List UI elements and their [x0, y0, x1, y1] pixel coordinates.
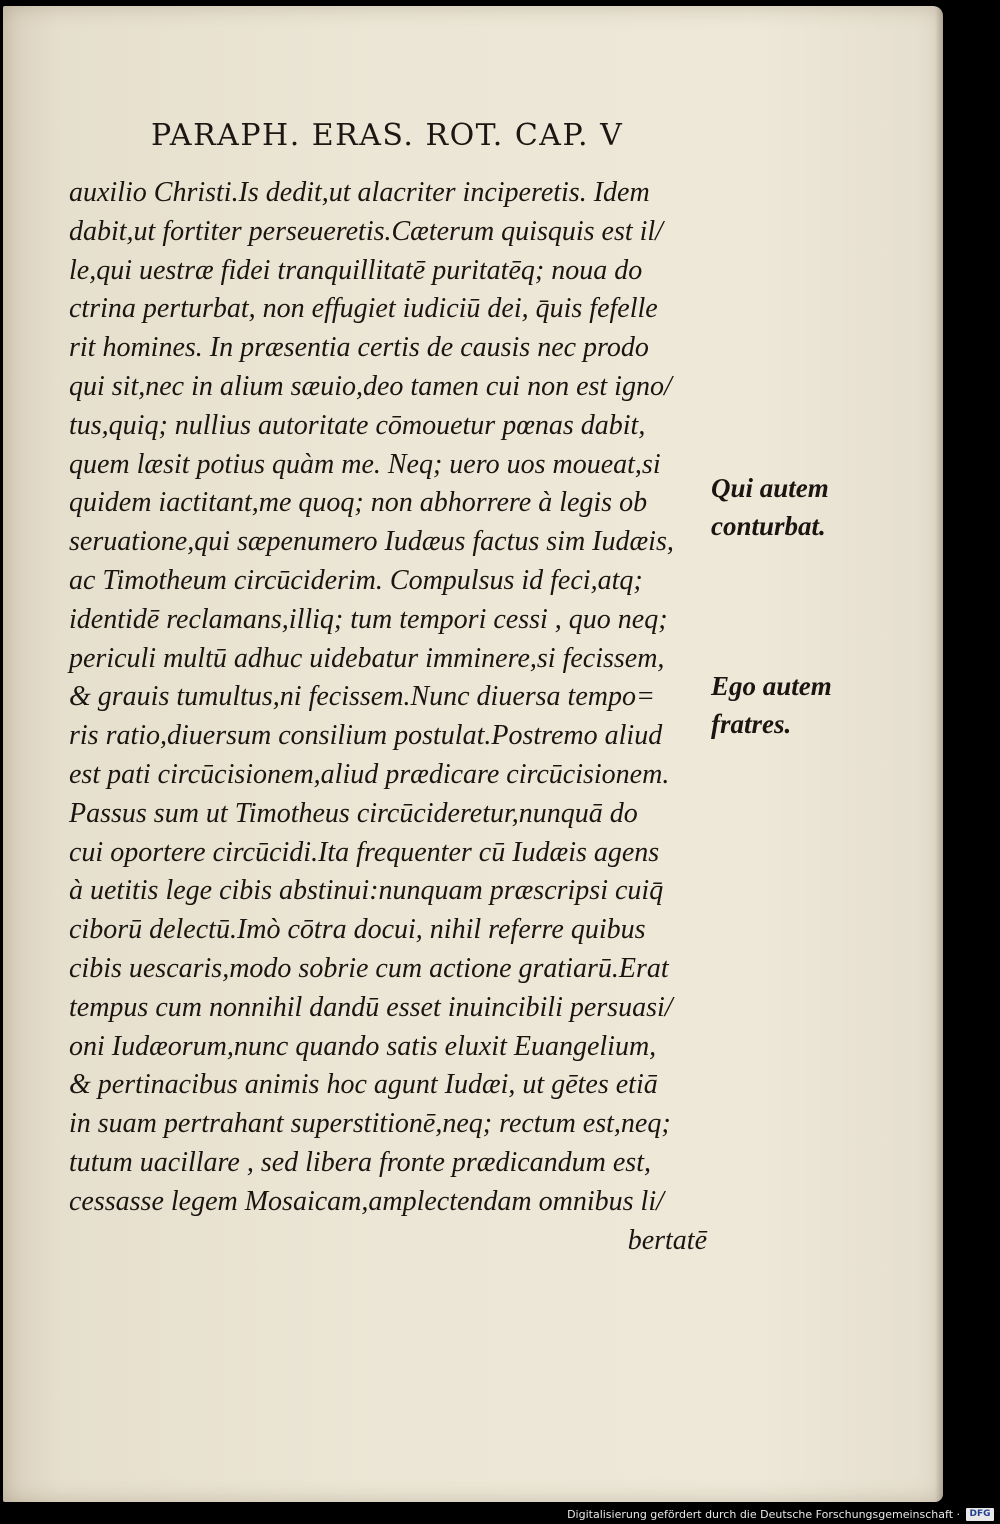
body-text: [69, 174, 709, 1260]
text-line-17: Passus sum ut Timotheus circūcideretur,nunquā do: [69, 797, 638, 829]
text-line-4: ctrina perturbat, non effugiet iudiciū dei, q̄uis fefelle: [69, 293, 658, 325]
marginal-note-1-line-2: conturbat.: [711, 511, 826, 541]
text-line-2: dabit,ut fortiter perseueretis.Cæterum quisquis est il/: [69, 215, 663, 247]
funding-credit: [567, 1508, 960, 1521]
text-line-5: rit homines. In præsentia certis de causis nec prodo: [69, 332, 649, 364]
text-line-27: cessasse legem Mosaicam,amplectendam omnibus li/: [69, 1185, 664, 1217]
text-line-14: & grauis tumultus,ni fecissem.Nunc diuersa tempo=: [69, 681, 655, 713]
text-line-26: tutum uacillare , sed libera fronte prædicandum est,: [69, 1146, 651, 1178]
marginal-note-2-line-1: Ego autem: [711, 671, 832, 701]
text-line-16: est pati circūcisionem,aliud prædicare circūcisionem.: [69, 758, 670, 790]
running-header: PARAPH. ERAS. ROT. CAP. V: [151, 118, 624, 153]
text-line-23: oni Iudæorum,nunc quando satis eluxit Euangelium,: [69, 1030, 657, 1062]
catchword: bertatē: [627, 1224, 707, 1256]
text-line-1: auxilio Christi.Is dedit,ut alacriter inciperetis. Idem: [69, 177, 650, 208]
book-page: [3, 6, 943, 1502]
marginal-note-1-line-1: Qui autem: [711, 473, 829, 503]
text-line-9: quidem iactitant,me quoq; non abhorrere à legis ob: [69, 487, 648, 519]
text-line-20: ciborū delectū.Imò cōtra docui, nihil referre quibus: [69, 914, 646, 946]
text-line-19: à uetitis lege cibis abstinui:nunquam præscripsi cuiq̄: [69, 875, 664, 907]
text-line-21: cibis uescaris,modo sobrie cum actione gratiarū.Erat: [69, 952, 669, 984]
text-line-3: le,qui uestræ fidei tranquillitatē puritatēq; noua do: [69, 254, 643, 286]
text-line-25: in suam pertrahant superstitionē,neq; rectum est,neq;: [69, 1108, 671, 1140]
text-line-10: seruatione,qui sæpenumero Iudæus factus sim Iudæis,: [69, 526, 674, 558]
funding-credit-text: Digitalisierung gefördert durch die Deutsche Forschungsgemeinschaft ·: [567, 1508, 960, 1521]
text-line-13: periculi multū adhuc uidebatur imminere,si fecissem,: [69, 642, 665, 674]
text-line-22: tempus cum nonnihil dandū esset inuincibili persuasi/: [69, 991, 673, 1023]
marginal-note-1: [711, 469, 829, 545]
marginal-note-2-line-2: fratres.: [711, 709, 792, 739]
text-line-11: ac Timotheum circūciderim. Compulsus id feci,atq;: [69, 564, 643, 596]
dfg-logo-icon: DFG: [966, 1508, 994, 1521]
text-line-24: & pertinacibus animis hoc agunt Iudæi, ut gētes etiā: [69, 1069, 658, 1101]
text-line-18: cui oportere circūcidi.Ita frequenter cū Iudæis agens: [69, 836, 660, 868]
marginal-note-2: [711, 667, 832, 743]
text-line-8: quem læsit potius quàm me. Neq; uero uos moueat,si: [69, 448, 661, 480]
text-line-6: qui sit,nec in alium sæuio,deo tamen cui non est igno/: [69, 370, 672, 402]
text-line-7: tus,quiq; nullius autoritate cōmouetur pœnas dabit,: [69, 409, 646, 441]
text-line-15: ris ratio,diuersum consilium postulat.Postremo aliud: [69, 720, 663, 752]
text-line-12: identidē reclamans,illiq; tum tempori cessi , quo neq;: [69, 603, 668, 635]
